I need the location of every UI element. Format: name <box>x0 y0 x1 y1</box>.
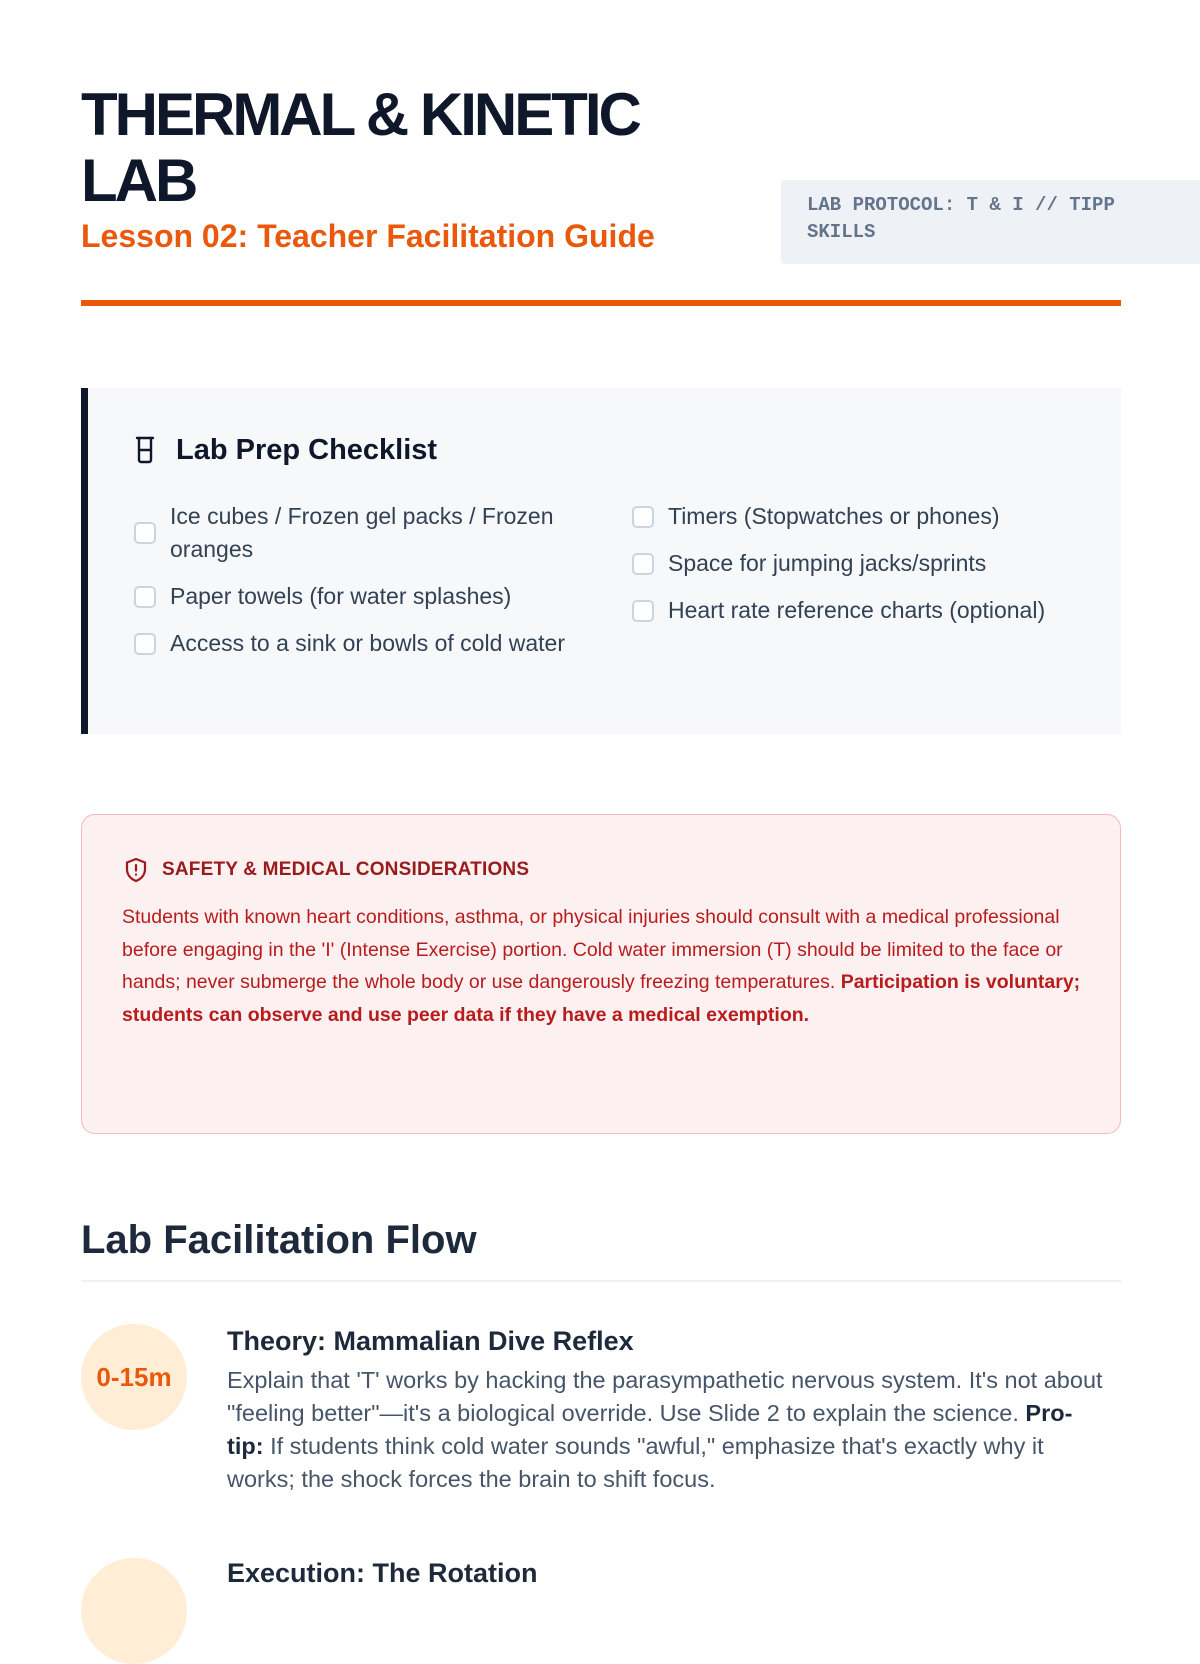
checklist-item-label: Access to a sink or bowls of cold water <box>170 630 565 656</box>
safety-body-text: Students with known heart conditions, asthma, or physical injuries should consult with a medical professional before engaging in the 'I' (Intense Exercise) portion. Cold water immersion (T) should be limited to the face or hands; never submerge the whole body or use dangerously freezing temperatures. <box>122 906 1063 993</box>
checklist-title: Lab Prep Checklist <box>176 433 438 466</box>
step-title: Execution: The Rotation <box>227 1558 538 1588</box>
page-subtitle: Lesson 02: Teacher Facilitation Guide <box>81 218 655 254</box>
checklist-header <box>132 432 437 468</box>
lab-prep-checklist <box>81 388 1121 734</box>
step-content <box>227 1324 1107 1496</box>
checklist-item-label: Ice cubes / Frozen gel packs / Frozen oranges <box>170 503 554 562</box>
checklist-column-right <box>632 500 1102 641</box>
safety-alert <box>81 814 1121 1134</box>
safety-header <box>124 857 529 883</box>
step-time-badge: 0-15m <box>81 1324 187 1430</box>
checkbox[interactable] <box>134 633 156 655</box>
checklist-item-label: Heart rate reference charts (optional) <box>668 597 1046 623</box>
header-divider <box>81 300 1121 306</box>
safety-title: SAFETY & MEDICAL CONSIDERATIONS <box>162 859 530 880</box>
step-description <box>227 1364 1107 1496</box>
shield-alert-icon <box>124 857 148 883</box>
step-time-badge <box>81 1558 187 1664</box>
step-tip-label: Pro-tip: <box>227 1400 1073 1459</box>
step-title: Theory: Mammalian Dive Reflex <box>227 1326 634 1356</box>
checkbox[interactable] <box>632 553 654 575</box>
checklist-column-left <box>134 500 586 674</box>
step-body-text: Explain that 'T' works by hacking the parasympathetic nervous system. It's not about "feeling better"—it's a biological override. Use Slide 2 to explain the science. <box>227 1367 1103 1426</box>
checklist-item[interactable] <box>632 500 1102 533</box>
checkbox[interactable] <box>632 600 654 622</box>
checklist-item[interactable] <box>134 580 586 613</box>
step-content <box>227 1558 1107 1588</box>
checkbox[interactable] <box>134 522 156 544</box>
safety-text <box>122 901 1082 1031</box>
checklist-item-label: Space for jumping jacks/sprints <box>668 550 987 576</box>
checkbox[interactable] <box>632 506 654 528</box>
checklist-item[interactable] <box>134 627 586 660</box>
checklist-item[interactable] <box>632 594 1102 627</box>
protocol-badge: LAB PROTOCOL: T & I // TIPP SKILLS <box>781 180 1200 264</box>
checklist-item[interactable] <box>632 547 1102 580</box>
flow-divider <box>81 1280 1121 1282</box>
page-header <box>81 82 1121 306</box>
checklist-item-label: Timers (Stopwatches or phones) <box>668 503 1000 529</box>
beaker-icon <box>132 436 158 464</box>
checkbox[interactable] <box>134 586 156 608</box>
checklist-item-label: Paper towels (for water splashes) <box>170 583 512 609</box>
flow-section-title: Lab Facilitation Flow <box>81 1218 477 1262</box>
page-title: THERMAL & KINETIC LAB <box>81 81 639 214</box>
safety-emphasis: Participation is voluntary; students can observe and use peer data if they have a medical exemption. <box>122 971 1081 1026</box>
checklist-item[interactable] <box>134 500 586 566</box>
step-tip-text: If students think cold water sounds "awful," emphasize that's exactly why it works; the shock forces the brain to shift focus. <box>227 1433 1044 1492</box>
